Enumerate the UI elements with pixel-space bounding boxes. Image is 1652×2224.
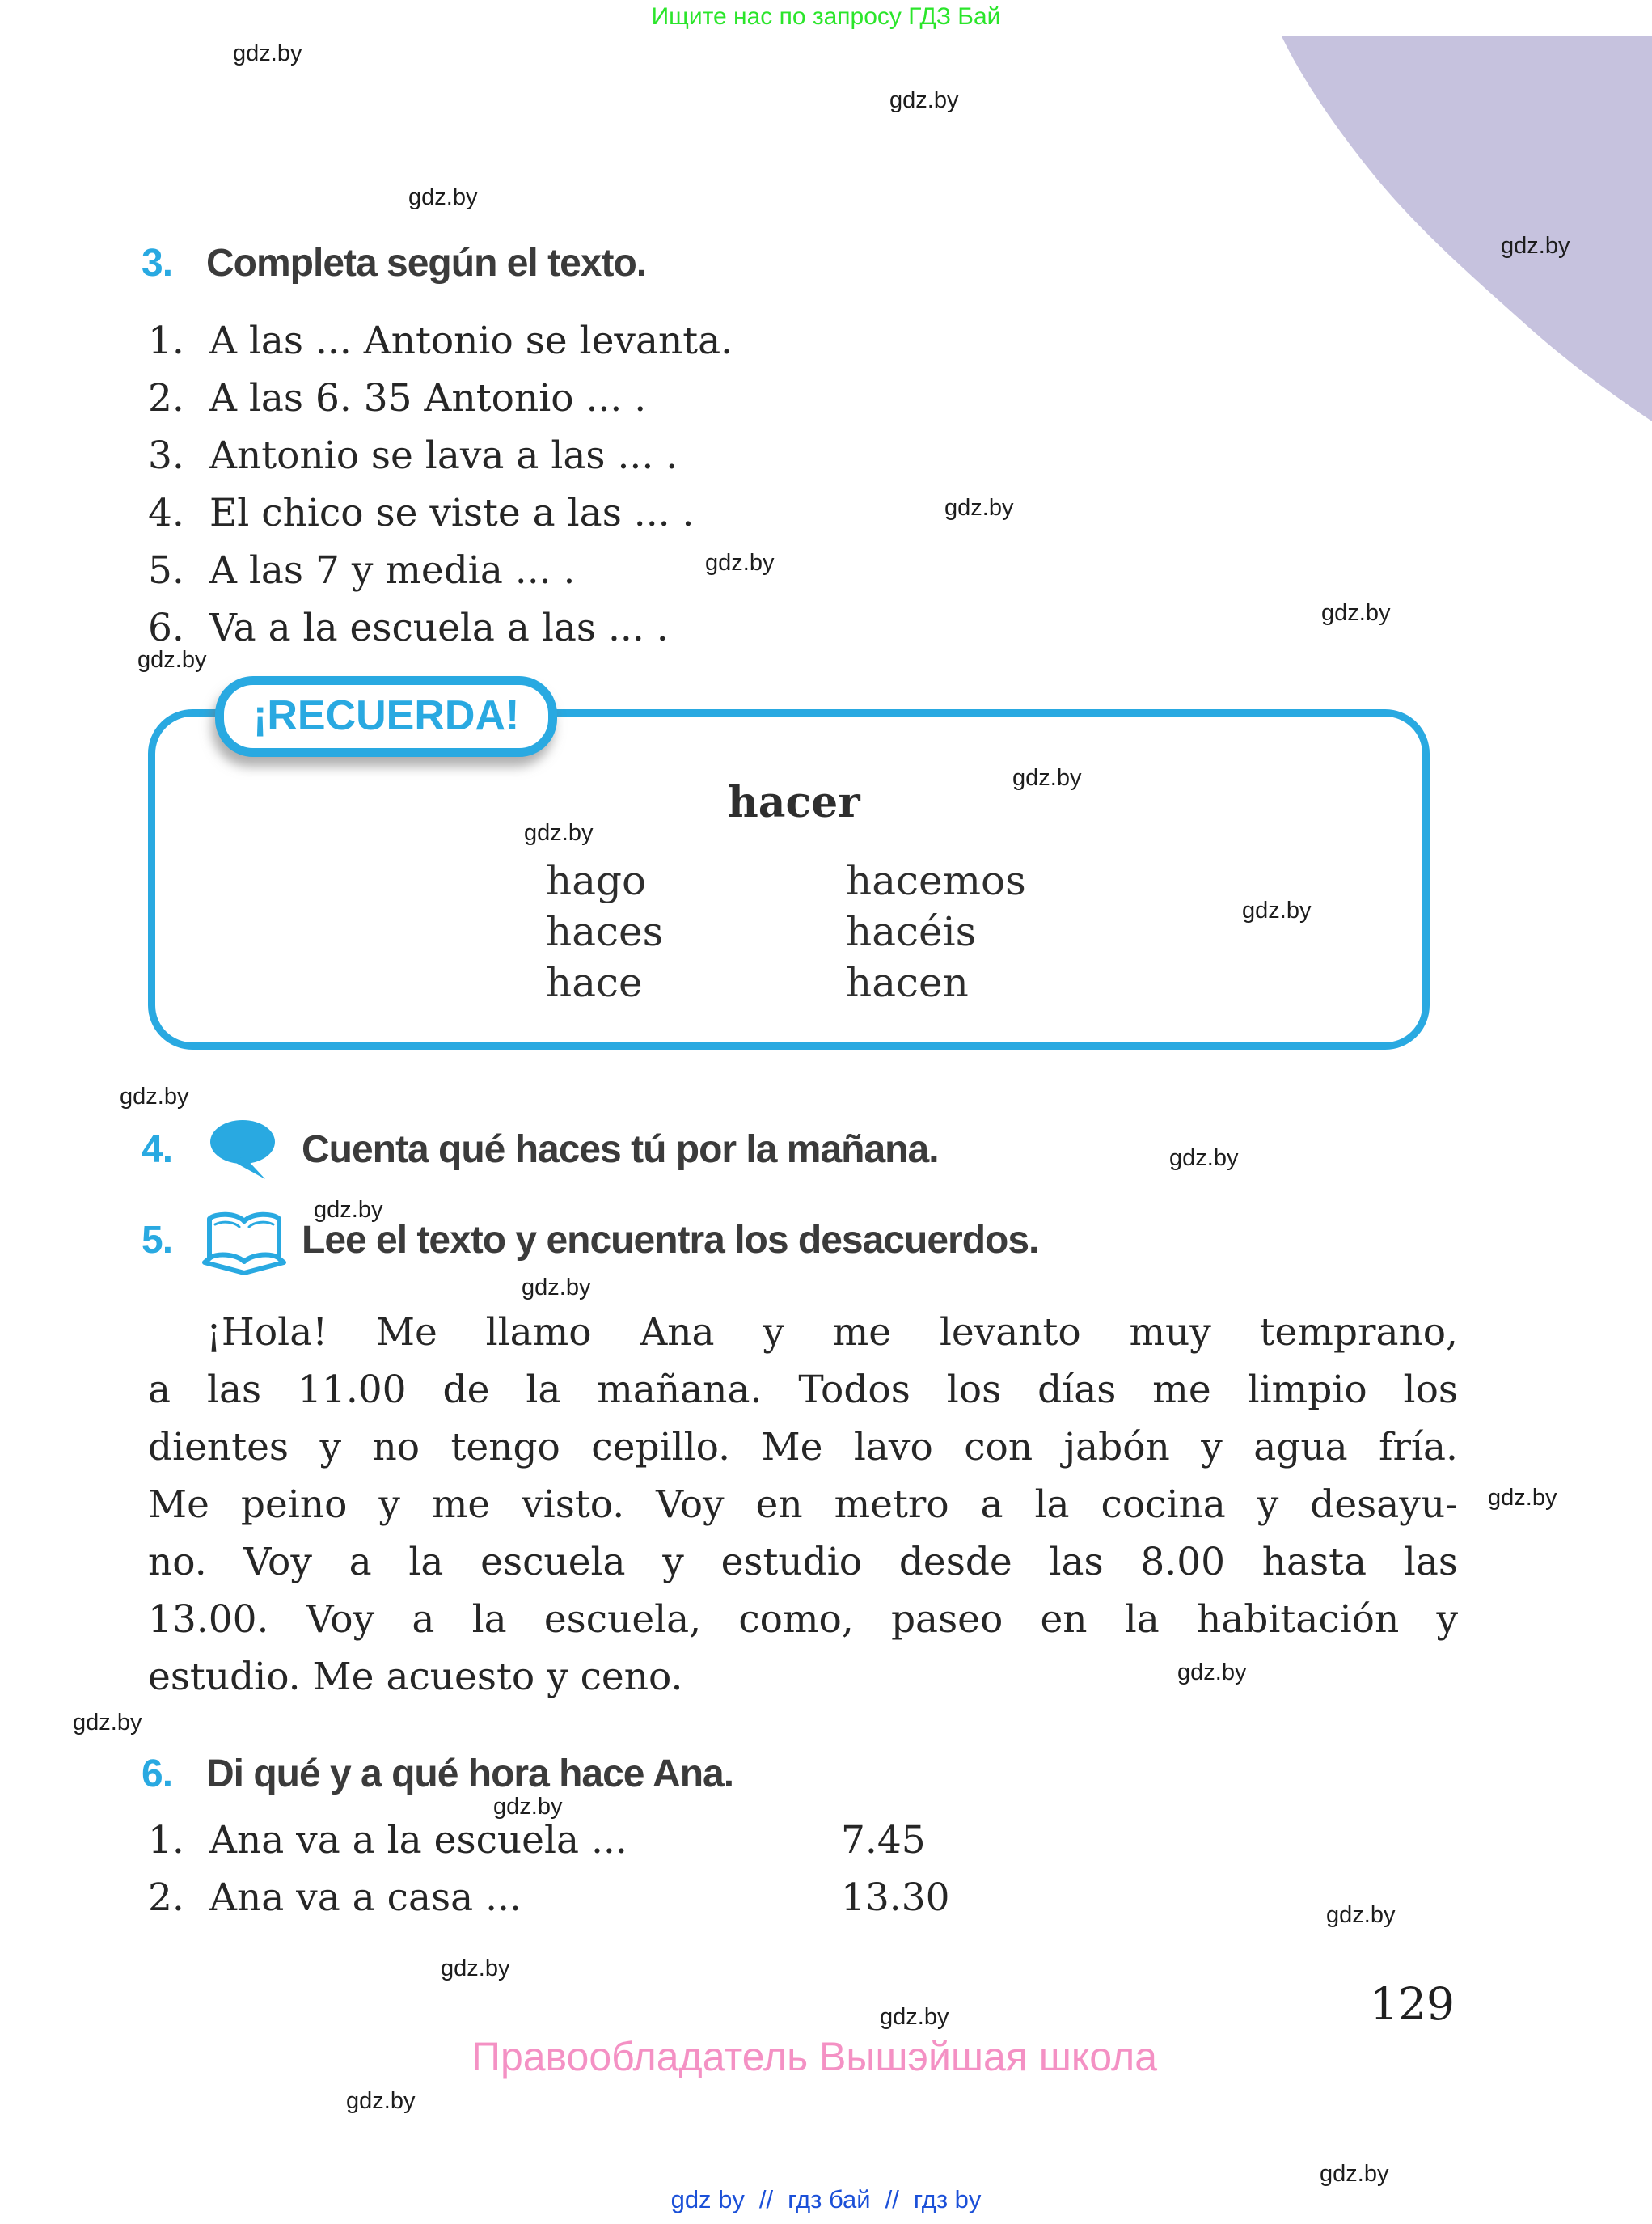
text-line: Me peino y me visto. Voy en metro a la cocina y desayu-: [148, 1482, 1458, 1527]
gdz-watermark: gdz.by: [705, 550, 775, 576]
gdz-watermark: gdz.by: [233, 40, 302, 66]
item-text: Antonio se lava a las ... .: [209, 433, 678, 478]
gdz-watermark: gdz.by: [889, 87, 959, 113]
exercise-4-title: Cuenta qué haces tú por la mañana.: [302, 1128, 939, 1171]
exercise-6-items: [148, 1812, 950, 1926]
conjugation-cell: hace: [546, 959, 643, 1006]
gdz-watermark: gdz.by: [880, 2004, 949, 2030]
item-number: 6.: [148, 606, 184, 650]
gdz-watermark: gdz.by: [524, 820, 594, 846]
gdz-watermark: gdz.by: [1012, 765, 1082, 791]
item-number: 2.: [148, 376, 184, 421]
link-separator: //: [758, 2185, 774, 2213]
footer-links: [0, 2185, 1652, 2214]
exercise-6-title: Di qué y a qué hora hace Ana.: [206, 1753, 734, 1795]
text-line: estudio. Me acuesto y ceno.: [148, 1655, 683, 1699]
item-number: 2.: [148, 1875, 184, 1920]
item-text: A las ... Antonio se levanta.: [209, 319, 733, 363]
list-item: [148, 484, 733, 542]
item-number: 1.: [148, 1818, 184, 1862]
item-text: El chico se viste a las ... .: [209, 491, 695, 535]
gdz-watermark: gdz.by: [137, 647, 207, 673]
recuerda-label: ¡RECUERDA!: [215, 676, 557, 757]
item-text: Va a la escuela a las ... .: [209, 606, 669, 650]
corner-decoration-shape: [1282, 36, 1652, 423]
text-line: 13.00. Voy a la escuela, como, paseo en la habitación y: [148, 1597, 1458, 1642]
gdz-watermark: gdz.by: [1320, 2161, 1389, 2187]
copyright-notice: Правообладатель Вышэйшая школа: [471, 2034, 1157, 2079]
gdz-watermark: gdz.by: [944, 495, 1014, 521]
gdz-watermark: gdz.by: [1242, 898, 1312, 924]
conjugation-cell: haces: [546, 908, 664, 955]
item-number: 1.: [148, 319, 184, 363]
list-item: [148, 427, 733, 484]
speech-bubble-icon: [209, 1119, 277, 1184]
link-separator: //: [885, 2185, 899, 2213]
gdz-watermark: gdz.by: [1321, 600, 1391, 626]
conjugation-cell: hacen: [846, 959, 969, 1006]
list-item: [148, 312, 733, 370]
gdz-watermark: gdz.by: [73, 1710, 142, 1736]
gdz-watermark: gdz.by: [441, 1956, 510, 1981]
list-item: [148, 542, 733, 599]
item-number: 4.: [148, 491, 184, 535]
item-number: 3.: [148, 433, 184, 478]
conjugation-table: [546, 856, 1026, 1008]
page-number: 129: [1370, 1978, 1455, 2030]
conjugation-cell: hacemos: [846, 857, 1026, 904]
gdz-watermark: gdz.by: [314, 1197, 383, 1223]
gdz-watermark: gdz.by: [1177, 1660, 1247, 1685]
gdz-link[interactable]: gdz by: [670, 2185, 745, 2213]
exercise-4-number: 4.: [142, 1128, 173, 1171]
list-item: [148, 1812, 926, 1869]
item-time: 7.45: [841, 1818, 926, 1862]
gdz-link[interactable]: гдз бай: [788, 2185, 871, 2213]
item-text: Ana va a casa ...: [209, 1875, 522, 1920]
gdz-watermark: gdz.by: [1501, 233, 1570, 259]
item-text: Ana va a la escuela ...: [209, 1818, 627, 1862]
verb-infinitive: hacer: [728, 778, 860, 827]
exercise-3-items: [148, 312, 733, 657]
list-item: [148, 599, 733, 657]
list-item: [148, 1869, 950, 1926]
gdz-watermark: gdz.by: [493, 1794, 563, 1820]
gdz-watermark: gdz.by: [120, 1084, 189, 1110]
item-time: 13.30: [841, 1875, 950, 1920]
exercise-5-title: Lee el texto y encuentra los desacuerdos.: [302, 1219, 1039, 1262]
exercise-6-number: 6.: [142, 1753, 173, 1795]
item-text: A las 7 y media ... .: [209, 548, 576, 593]
exercise-3-number: 3.: [142, 242, 173, 285]
gdz-link[interactable]: гдз by: [913, 2185, 982, 2213]
gdz-watermark: gdz.by: [1169, 1145, 1239, 1171]
gdz-watermark: gdz.by: [1488, 1485, 1557, 1511]
item-text: A las 6. 35 Antonio ... .: [209, 376, 647, 421]
text-line: no. Voy a la escuela y estudio desde las 8.00 hasta las: [148, 1540, 1458, 1584]
gdz-watermark: gdz.by: [346, 2088, 416, 2114]
reading-text: [148, 1304, 1458, 1706]
site-promo-note: Ищите нас по запросу ГДЗ Бай: [651, 3, 1001, 30]
conjugation-cell: hacéis: [846, 908, 977, 955]
gdz-watermark: gdz.by: [1326, 1902, 1396, 1928]
list-item: [148, 370, 733, 427]
text-line: a las 11.00 de la mañana. Todos los días me limpio los: [148, 1368, 1458, 1412]
text-line: dientes y no tengo cepillo. Me lavo con jabón y agua fría.: [148, 1425, 1458, 1469]
item-number: 5.: [148, 548, 184, 593]
text-line: ¡Hola! Me llamo Ana y me levanto muy temprano,: [206, 1310, 1458, 1355]
exercise-3-title: Completa según el texto.: [206, 242, 647, 285]
gdz-watermark: gdz.by: [408, 184, 478, 210]
gdz-watermark: gdz.by: [522, 1275, 591, 1300]
conjugation-cell: hago: [546, 857, 647, 904]
open-book-icon: [202, 1208, 286, 1279]
exercise-5-number: 5.: [142, 1219, 173, 1262]
